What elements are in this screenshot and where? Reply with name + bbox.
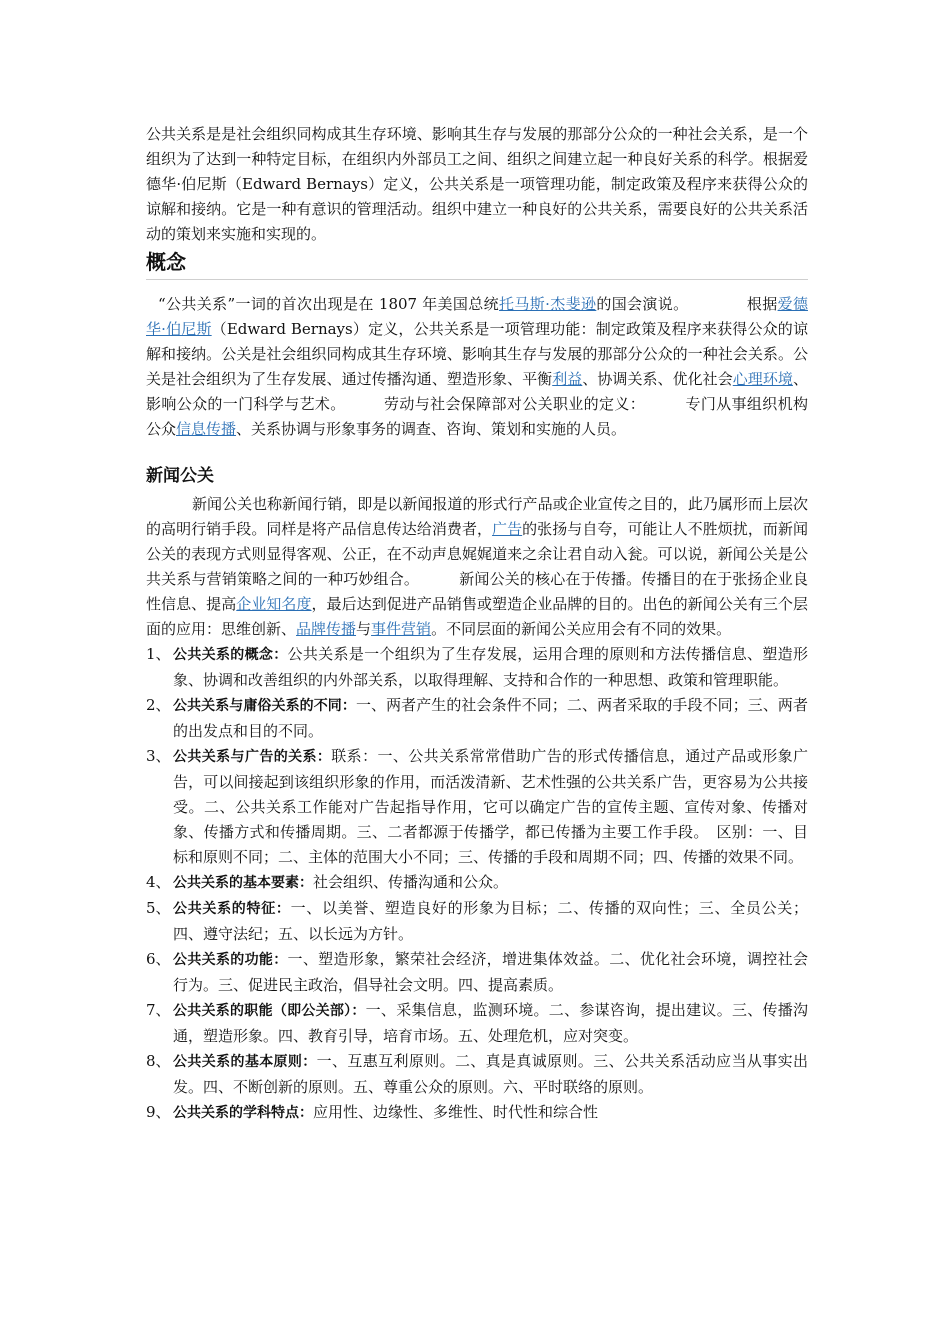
list-number: 7、 bbox=[146, 1001, 171, 1019]
list-item bbox=[146, 947, 808, 998]
list-item bbox=[146, 896, 808, 947]
news-text-5: 与 bbox=[356, 620, 372, 638]
concept-paragraph bbox=[146, 292, 808, 442]
list-item bbox=[146, 744, 808, 870]
list-item-title: 公共关系的基本要素： bbox=[173, 875, 313, 891]
list-item-text: 一、塑造形象，繁荣社会经济，增进集体效益。二、优化社会环境，调控社会行为。三、促进民主政治，倡导社会文明。四、提高素质。 bbox=[173, 950, 809, 994]
list-item-title: 公共关系的学科特点： bbox=[173, 1105, 313, 1121]
link-event-marketing[interactable]: 事件营销 bbox=[371, 620, 432, 638]
list-number: 2、 bbox=[146, 696, 171, 714]
concept-text-2: 的国会演说。 bbox=[596, 295, 689, 313]
list-item-text: 社会组织、传播沟通和公众。 bbox=[313, 873, 509, 891]
news-text-6: 。不同层面的新闻公关应用会有不同的效果。 bbox=[431, 620, 732, 638]
link-interest[interactable]: 利益 bbox=[552, 370, 583, 388]
link-psych-environment[interactable]: 心理环境 bbox=[732, 370, 793, 388]
concept-text-4: （Edward Bernays）定义，公共关系是一项管理功能：制定政策及程序来获得公众的谅解和接纳。公关是社会组织同构成其生存环境、影响其生存与发展的那部分公众的一种社会关系。公关是社会组织为了生存发展、通过传播沟通、塑造形象、平衡 bbox=[146, 320, 808, 388]
concept-text-5: 、协调关系、优化社会 bbox=[582, 370, 733, 388]
news-text-4: ，最后达到促进产品销售或塑造企业品牌的目的。出色的新闻公关有三个层面的应用：思维创新、 bbox=[146, 595, 808, 638]
link-brand-communication[interactable]: 品牌传播 bbox=[296, 620, 357, 638]
list-item bbox=[146, 998, 808, 1049]
list-item-text: 联系：一、公共关系常常借助广告的形式传播信息，通过产品或形象广告，可以间接起到该组织形象的作用，而活泼清新、艺术性强的公共关系广告，更容易为公共接受。二、公共关系工作能对广告起指导作用，它可以确定广告的宣传主题、宣传对象、传播对象、传播方式和传播周期。三、二者都源于传播学，都已传播为主要工作手段。 区别：一、目标和原则不同；二、主体的范围大小不同；三、传播的手段和周期不同；四、传播的效果不同。 bbox=[173, 747, 808, 866]
link-brand-awareness[interactable]: 企业知名度 bbox=[236, 595, 312, 613]
news-text-3: 新闻公关的核心在于传播。传播目的在于张扬企业良性信息、提高 bbox=[146, 570, 808, 613]
concept-text-1: “公共关系”一词的首次出现是在 1807 年美国总统 bbox=[158, 295, 500, 313]
intro-paragraph: 公共关系是是社会组织同构成其生存环境、影响其生存与发展的那部分公众的一种社会关系，是一个组织为了达到一种特定目标，在组织内外部员工之间、组织之间建立起一种良好关系的科学。根据爱德华·伯尼斯（Edward Bernays）定义，公共关系是一项管理功能，制定政策及程序来获得公众的谅解和接纳。它是一种有意识的管理活动。组织中建立一种良好的公共关系，需要良好的公共关系活动的策划来实施和实现的。 bbox=[146, 125, 808, 243]
link-advertising[interactable]: 广告 bbox=[492, 520, 523, 538]
list-item bbox=[146, 693, 808, 744]
link-jefferson[interactable]: 托马斯·杰斐逊 bbox=[499, 295, 597, 313]
heading-concept: 概念 bbox=[146, 249, 808, 280]
list-item-title: 公共关系与广告的关系： bbox=[173, 749, 332, 765]
list-item-text: 一、互惠互利原则。二、真是真诚原则。三、公共关系活动应当从事实出发。四、不断创新的原则。五、尊重公众的原则。六、平时联络的原则。 bbox=[173, 1052, 808, 1096]
list-item bbox=[146, 1100, 808, 1126]
concept-text-7: 劳动与社会保障部对公关职业的定义： bbox=[383, 395, 646, 413]
list-item-text: 公共关系是一个组织为了生存发展，运用合理的原则和方法传播信息、塑造形象、协调和改善组织的内外部关系，以取得理解、支持和合作的一种思想、政策和管理职能。 bbox=[173, 645, 809, 689]
list-number: 8、 bbox=[146, 1052, 171, 1070]
list-number: 9、 bbox=[146, 1103, 171, 1121]
list-item-title: 公共关系与庸俗关系的不同： bbox=[173, 698, 356, 714]
list-number: 6、 bbox=[146, 950, 171, 968]
list-item-title: 公共关系的职能（即公关部）： bbox=[173, 1003, 366, 1019]
list-number: 3、 bbox=[146, 747, 171, 765]
concept-text-6: 、影响公众的一门科学与艺术。 bbox=[146, 370, 808, 413]
list-item-title: 公共关系的特征： bbox=[173, 901, 291, 917]
heading-news-pr: 新闻公关 bbox=[146, 466, 214, 486]
list-item-title: 公共关系的功能： bbox=[173, 952, 288, 968]
concept-text-8: 专门从事组织机构公众 bbox=[146, 395, 808, 438]
numbered-list bbox=[146, 642, 808, 1126]
concept-text-3: 根据 bbox=[746, 295, 778, 313]
list-item-title: 公共关系的基本原则： bbox=[173, 1054, 317, 1070]
list-number: 5、 bbox=[146, 899, 171, 917]
list-item-text: 一、以美誉、塑造良好的形象为目标；二、传播的双向性；三、全员公关；四、遵守法纪；五、以长远为方针。 bbox=[173, 899, 809, 943]
link-info-dissemination[interactable]: 信息传播 bbox=[176, 420, 237, 438]
news-paragraph bbox=[146, 492, 808, 642]
list-number: 1、 bbox=[146, 645, 171, 663]
news-text-1: 新闻公关也称新闻行销，即是以新闻报道的形式行产品或企业宣传之目的，此乃属形而上层次的高明行销手段。同样是将产品信息传达给消费者， bbox=[146, 495, 808, 538]
list-item-text: 一、采集信息，监测环境。二、参谋咨询，提出建议。三、传播沟通，塑造形象。四、教育引导，培育市场。五、处理危机，应对突变。 bbox=[173, 1001, 808, 1045]
list-item bbox=[146, 870, 808, 896]
concept-text-9: 、关系协调与形象事务的调查、咨询、策划和实施的人员。 bbox=[236, 420, 627, 438]
news-text-2: 的张扬与自夸，可能让人不胜烦扰，而新闻公关的表现方式则显得客观、公正，在不动声息娓娓道来之余让君自动入瓮。可以说，新闻公关是公共关系与营销策略之间的一种巧妙组合。 bbox=[146, 520, 808, 588]
list-number: 4、 bbox=[146, 873, 171, 891]
document-body bbox=[146, 122, 808, 1126]
list-item-text: 一、两者产生的社会条件不同；二、两者采取的手段不同；三、两者的出发点和目的不同。 bbox=[173, 696, 809, 740]
list-item-text: 应用性、边缘性、多维性、时代性和综合性 bbox=[313, 1103, 599, 1121]
link-bernays[interactable]: 爱德华·伯尼斯 bbox=[146, 295, 808, 338]
list-item bbox=[146, 642, 808, 693]
list-item-title: 公共关系的概念： bbox=[173, 647, 288, 663]
list-item bbox=[146, 1049, 808, 1100]
